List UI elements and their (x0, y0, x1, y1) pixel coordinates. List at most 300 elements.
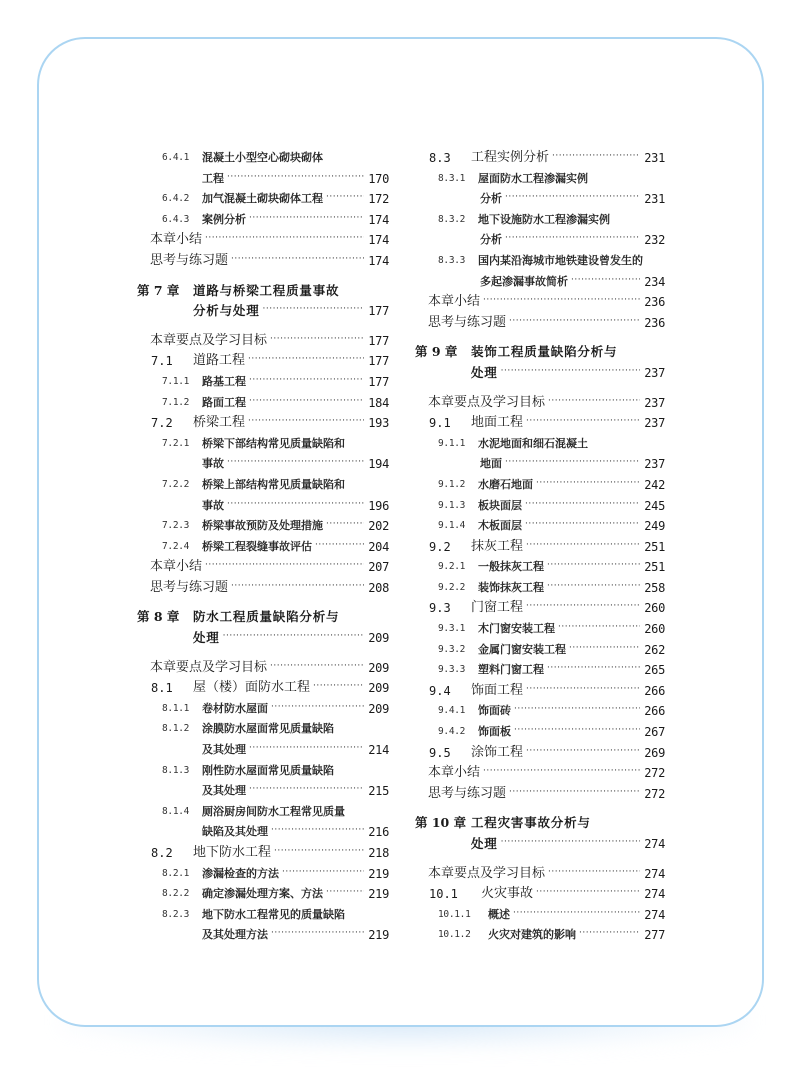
toc-entry-page-number: 274 (644, 907, 665, 922)
toc-entry-chap (137, 281, 389, 302)
toc-entry-title: 分析 (480, 192, 502, 206)
toc-entry-page-number: 277 (644, 928, 665, 943)
toc-entry-number: 8.1.1 (162, 702, 190, 714)
leader-dots (509, 784, 640, 805)
toc-entry-title: 木门窗安装工程 (478, 622, 555, 636)
toc-entry-title: 屋面防水工程渗漏实例 (478, 171, 588, 185)
leader-dots (249, 372, 364, 393)
toc-entry-number: 8.1 (151, 681, 173, 696)
toc-entry-page-number: 174 (368, 253, 389, 268)
toc-entry-page-number: 172 (368, 192, 389, 207)
toc-entry-sub (137, 864, 389, 885)
toc-entry-chap (415, 342, 665, 363)
toc-entry-sub (415, 619, 665, 640)
leader-dots (509, 313, 640, 334)
toc-entry-sub (137, 210, 389, 231)
leader-dots (548, 393, 640, 414)
toc-entry-title: 本章小结 (150, 232, 203, 248)
toc-entry-number: 9.3.2 (438, 643, 466, 655)
toc-entry-sub (415, 210, 665, 231)
toc-entry-title: 桥梁下部结构常见质量缺陷和 (202, 436, 345, 450)
leader-dots (526, 413, 640, 434)
leader-dots (223, 628, 365, 649)
toc-entry-title: 本章小结 (150, 559, 203, 575)
toc-entry-sub-cont (137, 169, 389, 190)
leader-dots (483, 292, 640, 313)
toc-entry-number: 7.2 (151, 416, 173, 431)
toc-entry-page-number: 209 (368, 681, 389, 696)
toc-entry-title: 刚性防水屋面常见质量缺陷 (202, 763, 334, 777)
toc-entry-page-number: 236 (644, 295, 665, 310)
toc-entry-title: 多起渗漏事故简析 (480, 274, 568, 288)
toc-entry-title: 本章要点及学习目标 (150, 659, 268, 675)
toc-entry-title: 一般抹灰工程 (478, 560, 544, 574)
toc-entry-sub-cont (137, 822, 389, 843)
leader-dots (249, 781, 364, 802)
leader-dots (501, 834, 641, 855)
leader-dots (205, 230, 364, 251)
toc-entry-sub (137, 699, 389, 720)
toc-entry-sub-cont (415, 189, 665, 210)
toc-entry-title: 思考与练习题 (150, 579, 229, 595)
toc-entry-page-number: 184 (368, 395, 389, 410)
leader-dots (248, 351, 364, 372)
toc-entry-sub (137, 148, 389, 169)
toc-entry-title: 桥梁上部结构常见质量缺陷和 (202, 477, 345, 491)
toc-entry-title: 分析与处理 (193, 303, 260, 319)
toc-entry-title: 案例分析 (202, 212, 246, 226)
toc-entry-sub (137, 372, 389, 393)
toc-entry-sec (415, 148, 665, 169)
leader-dots (205, 557, 364, 578)
toc-entry-page-number: 207 (368, 560, 389, 575)
toc-entry-number: 9.2 (429, 539, 451, 554)
toc-entry-number: 8.3.2 (438, 213, 466, 225)
toc-entry-page-number: 218 (368, 846, 389, 860)
toc-entry-plain (137, 251, 389, 272)
toc-entry-plain (415, 763, 665, 784)
leader-dots (313, 678, 364, 699)
leader-dots (501, 363, 641, 384)
toc-entry-title: 饰面砖 (478, 704, 511, 718)
toc-entry-sub (415, 722, 665, 743)
leader-dots (514, 701, 640, 722)
toc-entry-chap-cont (137, 628, 389, 649)
toc-entry-title: 缺陷及其处理 (202, 825, 268, 839)
toc-entry-page-number: 245 (644, 498, 665, 513)
toc-entry-page-number: 209 (368, 660, 389, 675)
toc-entry-number: 9.2.2 (438, 581, 466, 593)
toc-entry-title: 火灾对建筑的影响 (488, 928, 576, 942)
leader-dots (271, 699, 364, 720)
toc-entry-sub-cont (137, 781, 389, 802)
toc-entry-number: 8.1.2 (162, 723, 190, 735)
toc-entry-sub (137, 434, 389, 455)
toc-entry-title: 及其处理 (202, 784, 246, 798)
toc-entry-sub-cont (137, 740, 389, 761)
leader-dots (483, 763, 640, 784)
toc-entry-number: 第 7 章 (137, 282, 180, 298)
leader-dots (525, 496, 640, 517)
toc-column-right (415, 148, 665, 946)
leader-dots (274, 843, 364, 864)
toc-entry-number: 8.3.1 (438, 172, 466, 184)
toc-entry-sub (415, 640, 665, 661)
toc-entry-page-number: 177 (368, 354, 389, 369)
toc-entry-number: 9.1.1 (438, 437, 466, 449)
toc-entry-page-number: 265 (644, 663, 665, 678)
toc-entry-sub (415, 557, 665, 578)
toc-entry-plain (415, 393, 665, 414)
toc-entry-page-number: 204 (368, 539, 389, 554)
toc-entry-title: 本章要点及学习目标 (428, 394, 546, 410)
toc-entry-number: 9.1 (429, 416, 451, 431)
toc-entry-number: 6.4.3 (162, 213, 190, 225)
toc-entry-title: 防水工程质量缺陷分析与 (193, 609, 340, 625)
toc-entry-page-number: 231 (644, 151, 665, 165)
toc-entry-title: 事故 (202, 457, 224, 471)
toc-entry-sub (415, 925, 665, 946)
toc-entry-sub (137, 393, 389, 414)
toc-entry-title: 火灾事故 (481, 886, 534, 902)
leader-dots (505, 454, 640, 475)
toc-column-left (137, 148, 389, 946)
toc-entry-title: 塑料门窗工程 (478, 663, 544, 677)
leader-dots (248, 413, 364, 434)
toc-entry-title: 及其处理方法 (202, 928, 268, 942)
toc-entry-sub (137, 884, 389, 905)
toc-entry-page-number: 267 (644, 725, 665, 740)
leader-dots (526, 743, 640, 764)
toc-entry-title: 地下防水工程 (193, 845, 272, 860)
toc-entry-page-number: 214 (368, 743, 389, 758)
toc-entry-number: 7.2.3 (162, 520, 190, 532)
toc-entry-page-number: 272 (644, 786, 665, 801)
toc-entry-page-number: 274 (644, 887, 665, 902)
toc-entry-title: 路面工程 (202, 395, 246, 409)
leader-dots (270, 658, 364, 679)
toc-entry-number: 第 10 章 (415, 815, 467, 831)
toc-entry-number: 9.2.1 (438, 561, 466, 573)
toc-entry-page-number: 196 (368, 498, 389, 513)
toc-entry-sec (137, 413, 389, 434)
leader-dots (326, 516, 364, 537)
toc-entry-number: 6.4.2 (162, 193, 190, 205)
toc-entry-plain (137, 331, 389, 352)
toc-entry-title: 思考与练习题 (428, 314, 507, 330)
toc-entry-page-number: 177 (368, 304, 389, 319)
toc-entry-page-number: 232 (644, 233, 665, 248)
toc-entry-title: 涂膜防水屋面常见质量缺陷 (202, 722, 334, 736)
toc-entry-page-number: 249 (644, 519, 665, 534)
toc-entry-number: 9.3.3 (438, 664, 466, 676)
toc-entry-number: 8.3.3 (438, 254, 466, 266)
toc-entry-title: 水泥地面和细石混凝土 (478, 436, 588, 450)
toc-entry-number: 第 8 章 (137, 609, 180, 625)
toc-entry-plain (137, 578, 389, 599)
leader-dots (326, 189, 364, 210)
toc-entry-sub (415, 475, 665, 496)
leader-dots (569, 640, 640, 661)
toc-entry-number: 7.1.2 (162, 396, 190, 408)
toc-entry-title: 装饰抹灰工程 (478, 580, 544, 594)
toc-entry-page-number: 216 (368, 825, 389, 840)
toc-entry-sub (137, 802, 389, 823)
toc-entry-sub-cont (415, 230, 665, 251)
toc-entry-title: 道路工程 (193, 353, 246, 369)
toc-entry-sec (415, 681, 665, 702)
toc-entry-title: 本章要点及学习目标 (150, 332, 268, 348)
toc-entry-sub (415, 496, 665, 517)
toc-entry-number: 8.1.3 (162, 764, 190, 776)
toc-entry-page-number: 237 (644, 416, 665, 431)
toc-entry-chap (137, 607, 389, 628)
toc-entry-page-number: 174 (368, 233, 389, 248)
toc-entry-title: 思考与练习题 (428, 785, 507, 801)
toc-entry-title: 本章小结 (428, 765, 481, 781)
toc-entry-number: 7.1.1 (162, 375, 190, 387)
toc-entry-number: 8.1.4 (162, 805, 190, 817)
leader-dots (536, 475, 640, 496)
leader-dots (270, 331, 364, 352)
leader-dots (579, 925, 640, 946)
toc-entry-title: 涂饰工程 (471, 744, 524, 760)
toc-entry-number: 10.1.2 (438, 929, 471, 941)
toc-entry-sub-cont (137, 925, 389, 946)
toc-entry-sub (137, 516, 389, 537)
toc-entry-number: 8.2.1 (162, 867, 190, 879)
toc-entry-number: 9.1.2 (438, 478, 466, 490)
leader-dots (326, 884, 364, 905)
leader-dots (263, 301, 365, 322)
toc-entry-page-number: 262 (644, 642, 665, 657)
leader-dots (571, 272, 640, 293)
toc-entry-sub (415, 251, 665, 272)
toc-entry-number: 8.2.2 (162, 888, 190, 900)
toc-entry-number: 9.4.2 (438, 726, 466, 738)
toc-entry-page-number: 202 (368, 519, 389, 534)
toc-entry-title: 金属门窗安装工程 (478, 642, 566, 656)
toc-entry-sub-cont (415, 272, 665, 293)
toc-entry-sub (415, 169, 665, 190)
leader-dots (315, 537, 364, 558)
toc-entry-sec (415, 598, 665, 619)
leader-dots (231, 251, 364, 272)
toc-entry-title: 饰面板 (478, 725, 511, 739)
toc-entry-sub-cont (137, 496, 389, 517)
toc-entry-plain (137, 557, 389, 578)
toc-entry-number: 7.1 (151, 354, 173, 369)
toc-entry-page-number: 260 (644, 601, 665, 616)
toc-entry-number: 9.4.1 (438, 705, 466, 717)
toc-entry-title: 本章小结 (428, 294, 481, 310)
toc-entry-title: 处理 (471, 836, 498, 851)
toc-entry-sec (137, 351, 389, 372)
toc-entry-page-number: 269 (644, 745, 665, 760)
leader-dots (505, 230, 640, 251)
toc-entry-sec (137, 843, 389, 864)
toc-entry-number: 8.3 (429, 151, 451, 165)
toc-entry-title: 路基工程 (202, 374, 246, 388)
toc-entry-number: 9.3 (429, 601, 451, 616)
toc-entry-page-number: 266 (644, 683, 665, 698)
leader-dots (536, 884, 640, 905)
toc-entry-sub (415, 434, 665, 455)
toc-entry-title: 屋（楼）面防水工程 (193, 680, 311, 696)
toc-entry-title: 厕浴厨房间防水工程常见质量 (202, 804, 345, 818)
toc-entry-title: 板块面层 (478, 498, 522, 512)
toc-entry-chap-cont (415, 834, 665, 855)
toc-entry-plain (415, 292, 665, 313)
toc-entry-title: 水磨石地面 (478, 477, 533, 491)
toc-entry-chap-cont (137, 301, 389, 322)
toc-entry-sub (137, 189, 389, 210)
toc-entry-sub (137, 761, 389, 782)
toc-entry-page-number: 266 (644, 704, 665, 719)
toc-entry-title: 混凝土小型空心砌块砌体 (202, 151, 323, 164)
toc-entry-page-number: 260 (644, 622, 665, 637)
leader-dots (547, 578, 640, 599)
toc-entry-title: 工程 (202, 171, 224, 185)
leader-dots (249, 740, 364, 761)
toc-entry-page-number: 274 (644, 866, 665, 881)
toc-entry-page-number: 174 (368, 212, 389, 227)
leader-dots (271, 925, 364, 946)
toc-entry-plain (137, 658, 389, 679)
leader-dots (505, 189, 640, 210)
toc-entry-title: 处理 (471, 364, 498, 380)
leader-dots (547, 660, 640, 681)
toc-entry-number: 6.4.1 (162, 152, 190, 163)
toc-entry-title: 地下设施防水工程渗漏实例 (478, 212, 610, 226)
leader-dots (227, 454, 364, 475)
toc-entry-page-number: 251 (644, 560, 665, 575)
toc-entry-title: 地下防水工程常见的质量缺陷 (202, 907, 345, 921)
toc-entry-number: 9.3.1 (438, 623, 466, 635)
leader-dots (558, 619, 640, 640)
toc-entry-page-number: 219 (368, 887, 389, 902)
toc-entry-sub (137, 905, 389, 926)
toc-entry-title: 饰面工程 (471, 682, 524, 698)
toc-entry-page-number: 236 (644, 315, 665, 330)
leader-dots (514, 722, 640, 743)
toc-entry-title: 国内某沿海城市地铁建设曾发生的 (478, 253, 643, 267)
toc-entry-title: 地面工程 (471, 415, 524, 431)
toc-entry-title: 加气混凝土砌块砌体工程 (202, 192, 323, 206)
toc-entry-sub (415, 516, 665, 537)
toc-entry-chap (415, 813, 665, 834)
leader-dots (227, 496, 364, 517)
toc-entry-page-number: 234 (644, 274, 665, 289)
toc-entry-page-number: 237 (644, 457, 665, 472)
toc-entry-title: 门窗工程 (471, 600, 524, 616)
toc-entry-number: 7.2.1 (162, 437, 190, 449)
toc-entry-sub-cont (415, 454, 665, 475)
toc-entry-page-number: 274 (644, 837, 665, 851)
toc-entry-sec (415, 537, 665, 558)
toc-entry-page-number: 237 (644, 395, 665, 410)
toc-entry-chap-cont (415, 363, 665, 384)
toc-entry-sub (137, 537, 389, 558)
toc-entry-title: 确定渗漏处理方案、方法 (202, 887, 323, 901)
leader-dots (548, 864, 640, 885)
toc-entry-number: 9.5 (429, 745, 451, 760)
toc-entry-page-number: 237 (644, 365, 665, 380)
toc-entry-page-number: 209 (368, 631, 389, 646)
toc-entry-number: 10.1 (429, 887, 458, 902)
toc-entry-number: 10.1.1 (438, 908, 471, 920)
toc-entry-title: 概述 (488, 907, 510, 921)
toc-entry-plain (137, 230, 389, 251)
toc-entry-number: 9.4 (429, 683, 451, 698)
toc-entry-plain (415, 784, 665, 805)
toc-entry-number: 第 9 章 (415, 344, 458, 360)
toc-entry-sub (415, 660, 665, 681)
toc-entry-title: 道路与桥梁工程质量事故 (193, 282, 340, 298)
toc-entry-title: 装饰工程质量缺陷分析与 (471, 344, 618, 360)
toc-entry-page-number: 251 (644, 539, 665, 554)
toc-entry-title: 分析 (480, 233, 502, 247)
toc-entry-sub (137, 475, 389, 496)
leader-dots (526, 537, 640, 558)
toc-entry-page-number: 219 (368, 866, 389, 881)
leader-dots (513, 905, 640, 926)
toc-entry-page-number: 194 (368, 457, 389, 472)
toc-entry-sec (137, 678, 389, 699)
toc-entry-title: 桥梁工程裂缝事故评估 (202, 539, 312, 553)
toc-entry-number: 8.2.3 (162, 908, 190, 920)
toc-entry-title: 工程灾害事故分析与 (471, 815, 591, 831)
leader-dots (525, 516, 640, 537)
toc-entry-page-number: 272 (644, 766, 665, 781)
toc-entry-title: 抹灰工程 (471, 538, 524, 554)
toc-entry-sub-cont (137, 454, 389, 475)
leader-dots (249, 393, 364, 414)
toc-entry-number: 7.2.2 (162, 478, 190, 490)
toc-entry-page-number: 177 (368, 374, 389, 389)
toc-entry-page-number: 231 (644, 192, 665, 207)
toc-entry-title: 桥梁事故预防及处理措施 (202, 519, 323, 533)
toc-entry-sub (415, 701, 665, 722)
toc-entry-title: 渗漏检查的方法 (202, 866, 279, 880)
toc-entry-number: 8.2 (151, 846, 173, 860)
toc-entry-sec (415, 884, 665, 905)
toc-entry-page-number: 177 (368, 333, 389, 348)
toc-entry-number: 9.1.4 (438, 520, 466, 532)
toc-entry-page-number: 193 (368, 416, 389, 431)
toc-entry-sec (415, 743, 665, 764)
toc-entry-page-number: 208 (368, 580, 389, 595)
toc-entry-page-number: 170 (368, 171, 389, 186)
toc-entry-title: 本章要点及学习目标 (428, 865, 546, 881)
toc-entry-title: 地面 (480, 457, 502, 471)
toc-entry-title: 工程实例分析 (471, 150, 550, 165)
leader-dots (227, 169, 364, 190)
toc-entry-page-number: 242 (644, 477, 665, 492)
leader-dots (526, 598, 640, 619)
toc-entry-plain (415, 313, 665, 334)
leader-dots (282, 864, 364, 885)
leader-dots (271, 822, 364, 843)
toc-entry-title: 及其处理 (202, 743, 246, 757)
toc-entry-sub (137, 719, 389, 740)
toc-entry-title: 桥梁工程 (193, 415, 246, 431)
leader-dots (249, 210, 364, 231)
toc-entry-title: 木板面层 (478, 519, 522, 533)
toc-entry-title: 思考与练习题 (150, 252, 229, 268)
toc-entry-page-number: 209 (368, 701, 389, 716)
toc-entry-page-number: 219 (368, 928, 389, 943)
